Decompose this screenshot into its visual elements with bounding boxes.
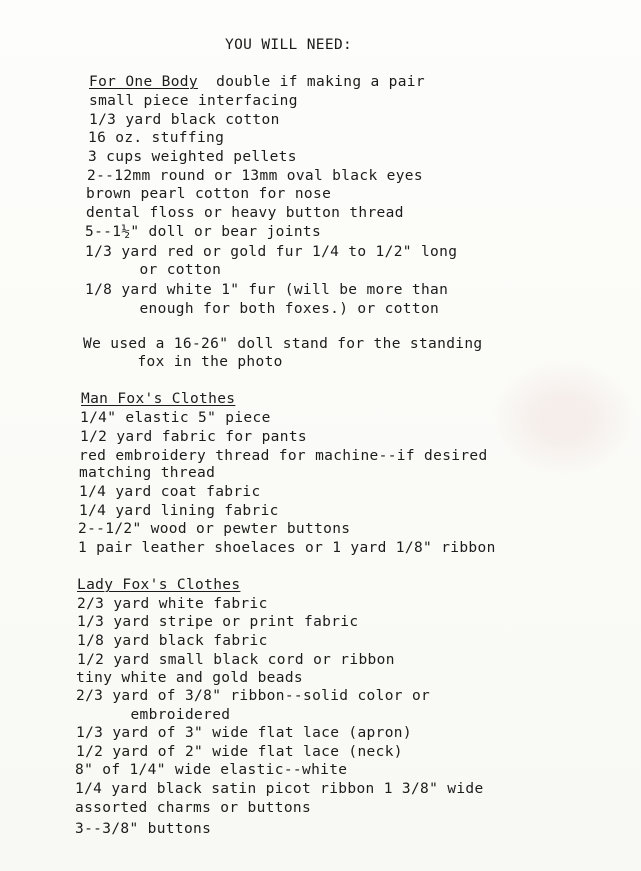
list-item: 5--1½" doll or bear joints [85,224,322,240]
list-item: 8" of 1/4" wide elastic--white [75,762,348,778]
list-item: 1/3 yard of 3" wide flat lace (apron) [76,725,412,741]
list-item: 1/4 yard lining fabric [79,503,279,519]
list-item: 2/3 yard of 3/8" ribbon--solid color or [76,688,431,704]
list-item: dental floss or heavy button thread [86,205,404,221]
list-item: red embroidery thread for machine--if desired [79,448,488,464]
list-item: enough for both foxes.) or cotton [85,301,440,317]
list-item: small piece interfacing [89,93,298,109]
section-one-body-heading: For One Body [89,74,198,90]
list-item: or cotton [85,262,222,278]
page-title: YOU WILL NEED: [225,37,353,53]
list-item: assorted charms or buttons [75,800,312,816]
list-item: 2/3 yard white fabric [77,596,268,612]
list-item: 1/8 yard black fabric [77,633,268,649]
section-one-body-note: double if making a pair [197,74,425,90]
list-item: tiny white and gold beads [76,670,303,686]
list-item: 3--3/8" buttons [75,821,212,837]
list-item: 16 oz. stuffing [88,130,225,146]
list-item: 1/3 yard black cotton [89,112,280,128]
list-item: 1/2 yard small black cord or ribbon [77,652,395,668]
section-lady-fox-heading: Lady Fox's Clothes [77,577,241,593]
section-one-body-heading-row [89,74,425,90]
list-item: 1/4 yard coat fabric [79,484,261,500]
list-item: 1/8 yard white 1" fur (will be more than [85,282,449,298]
list-item: matching thread [79,465,216,481]
list-item: 1/2 yard fabric for pants [80,429,307,445]
list-item: 1/4" elastic 5" piece [80,410,271,426]
list-item: 2--12mm round or 13mm oval black eyes [87,168,423,184]
list-item: brown pearl cotton for nose [86,186,332,202]
list-item: 1/4 yard black satin picot ribbon 1 3/8" wide [75,781,484,797]
list-item: 1/3 yard red or gold fur 1/4 to 1/2" long [85,244,458,260]
note-line: fox in the photo [83,354,283,370]
list-item: 3 cups weighted pellets [88,149,297,165]
section-man-fox-heading: Man Fox's Clothes [81,391,236,407]
list-item: 1 pair leather shoelaces or 1 yard 1/8" ribbon [78,540,496,556]
list-item: 1/2 yard of 2" wide flat lace (neck) [76,744,403,760]
list-item: 1/3 yard stripe or print fabric [77,614,359,630]
list-item: 2--1/2" wood or pewter buttons [78,521,351,537]
list-item: embroidered [76,707,231,723]
note-line: We used a 16-26" doll stand for the standing [83,336,483,352]
